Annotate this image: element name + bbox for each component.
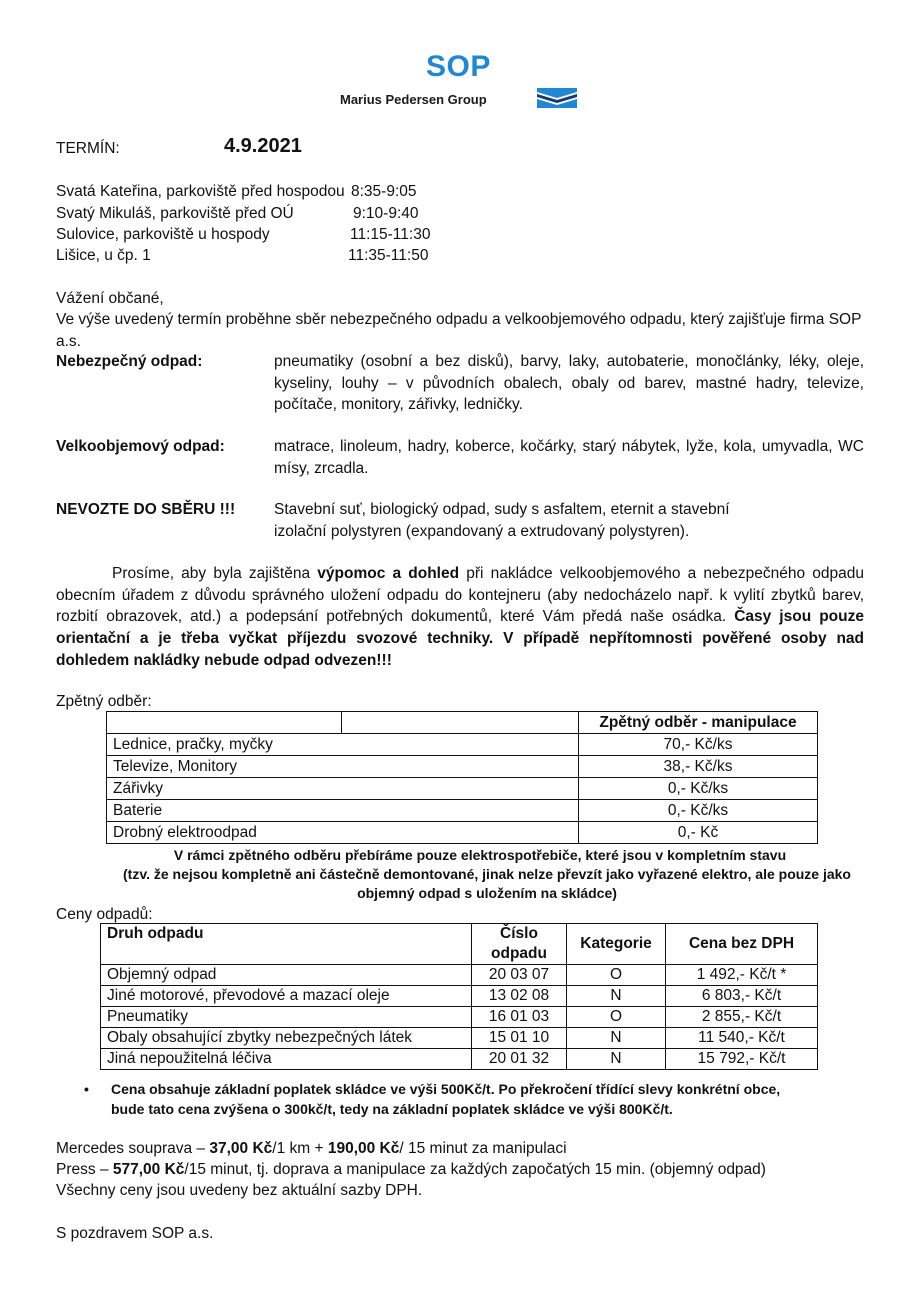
- termin-date: 4.9.2021: [224, 135, 302, 157]
- table-row: Objemný odpad 20 03 07 O 1 492,- Kč/t *: [101, 965, 818, 986]
- table-row: Jiná nepoužitelná léčiva 20 01 32 N 15 792,- Kč/t: [101, 1049, 818, 1070]
- category-label-bulky: Velkoobjemový odpad:: [56, 438, 225, 455]
- take-back-header: Zpětný odběr - manipulace: [579, 712, 818, 734]
- schedule-time-3: 11:15-11:30: [350, 226, 431, 243]
- closing: S pozdravem SOP a.s.: [56, 1225, 214, 1242]
- request-paragraph: Prosíme, aby byla zajištěna výpomoc a dohled při nakládce velkoobjemového a nebezpečného odpadu obecním úřadem z důvodu správného uložení odpadu do kontejneru (aby nedocházelo např. k vylití zbytků barev, rozbití obrazovek, atd.) a podepsání potřebných dokumentů, které Vám předá naše osádka. Časy jsou pouze orientační a je třeba vyčkat příjezdu svozové techniky. V případě nepřítomnosti pověřené osoby nad dohledem nakládky nebude odpad odvezen!!!: [56, 565, 864, 669]
- table-header-row: Druh odpadu Číslo odpadu Kategorie Cena bez DPH: [101, 924, 818, 965]
- category-text-bulky: matrace, linoleum, hadry, koberce, kočárky, starý nábytek, lyže, kola, umyvadla, WC mísy, zrcadla.: [274, 438, 864, 477]
- price-note: • Cena obsahuje základní poplatek skládce ve výši 500Kč/t. Po překročení třídící slevy konkrétní obce, bude tato cena zvýšena o 300kč/t, tedy na základní poplatek skládce ve výši 800Kč/t.: [84, 1081, 781, 1118]
- prices-title: Ceny odpadů:: [56, 906, 153, 923]
- table-row: Pneumatiky 16 01 03 O 2 855,- Kč/t: [101, 1007, 818, 1028]
- vat-note: Všechny ceny jsou uvedeny bez aktuální sazby DPH.: [56, 1182, 423, 1199]
- take-back-table: [106, 711, 818, 844]
- schedule-place-1: Svatá Kateřina, parkoviště před hospodou: [56, 183, 345, 200]
- greeting: Vážení občané,: [56, 290, 164, 307]
- table-row: Drobný elektroodpad 0,- Kč: [107, 822, 818, 844]
- logo-flag-icon: [537, 88, 577, 108]
- category-text-hazardous: pneumatiky (osobní a bez disků), barvy, laky, autobaterie, monočlánky, léky, oleje, kyseliny, louhy – v původních obalech, obaly od barev, mastné hadry, televize, počítače, monitory, zářivky, ledničky.: [274, 353, 864, 414]
- schedule-time-2: 9:10-9:40: [353, 205, 419, 222]
- termin-label: TERMÍN:: [56, 140, 120, 157]
- take-back-note-1: V rámci zpětného odběru přebíráme pouze elektrospotřebiče, které jsou v kompletním stavu: [173, 847, 787, 863]
- schedule-place-4: Lišice, u čp. 1: [56, 247, 151, 264]
- schedule-place-2: Svatý Mikuláš, parkoviště před OÚ: [56, 205, 294, 222]
- table-row: Baterie 0,- Kč/ks: [107, 800, 818, 822]
- category-text-forbidden: Stavební suť, biologický odpad, sudy s asfaltem, eternit a stavební izolační polystyren (expandovaný a extrudovaný polystyren).: [274, 501, 730, 540]
- logo-group-name: Marius Pedersen Group: [340, 92, 487, 107]
- press-line: Press – 577,00 Kč/15 minut, tj. doprava a manipulace za každých započatých 15 min. (objemný odpad): [56, 1161, 766, 1178]
- category-label-hazardous: Nebezpečný odpad:: [56, 353, 203, 370]
- prices-table: [100, 923, 818, 1070]
- table-row: Zářivky 0,- Kč/ks: [107, 778, 818, 800]
- request-bold-warning: Časy jsou pouze orientační a je třeba vyčkat příjezdu svozové techniky. V případě nepřítomnosti pověřené osoby nad dohledem nakládky nebude odpad odvezen!!!: [56, 608, 864, 669]
- schedule-place-3: Sulovice, parkoviště u hospody: [56, 226, 270, 243]
- table-row: Obaly obsahující zbytky nebezpečných látek 15 01 10 N 11 540,- Kč/t: [101, 1028, 818, 1049]
- request-bold-help: výpomoc a dohled: [317, 565, 460, 582]
- table-row: Jiné motorové, převodové a mazací oleje 13 02 08 N 6 803,- Kč/t: [101, 986, 818, 1007]
- table-row: Televize, Monitory 38,- Kč/ks: [107, 756, 818, 778]
- category-label-forbidden: NEVOZTE DO SBĚRU !!!: [56, 501, 236, 518]
- schedule-time-4: 11:35-11:50: [348, 247, 429, 264]
- take-back-note-2: (tzv. že nejsou kompletně ani částečně demontované, jinak nelze převzít jako vyřazené elektro, ale pouze jako objemný odpad s uložením na skládce): [123, 866, 851, 901]
- bullet-icon: •: [84, 1081, 89, 1097]
- table-row: [107, 712, 818, 734]
- intro-text: Ve výše uvedený termín proběhne sběr nebezpečného odpadu a velkoobjemového odpadu, který zajišťuje firma SOP a.s.: [56, 311, 862, 350]
- mercedes-line: Mercedes souprava – 37,00 Kč/1 km + 190,00 Kč/ 15 minut za manipulaci: [56, 1140, 567, 1157]
- schedule-time-1: 8:35-9:05: [351, 183, 417, 200]
- table-row: Lednice, pračky, myčky 70,- Kč/ks: [107, 734, 818, 756]
- logo-sop: SOP: [426, 50, 491, 83]
- take-back-title: Zpětný odběr:: [56, 693, 152, 710]
